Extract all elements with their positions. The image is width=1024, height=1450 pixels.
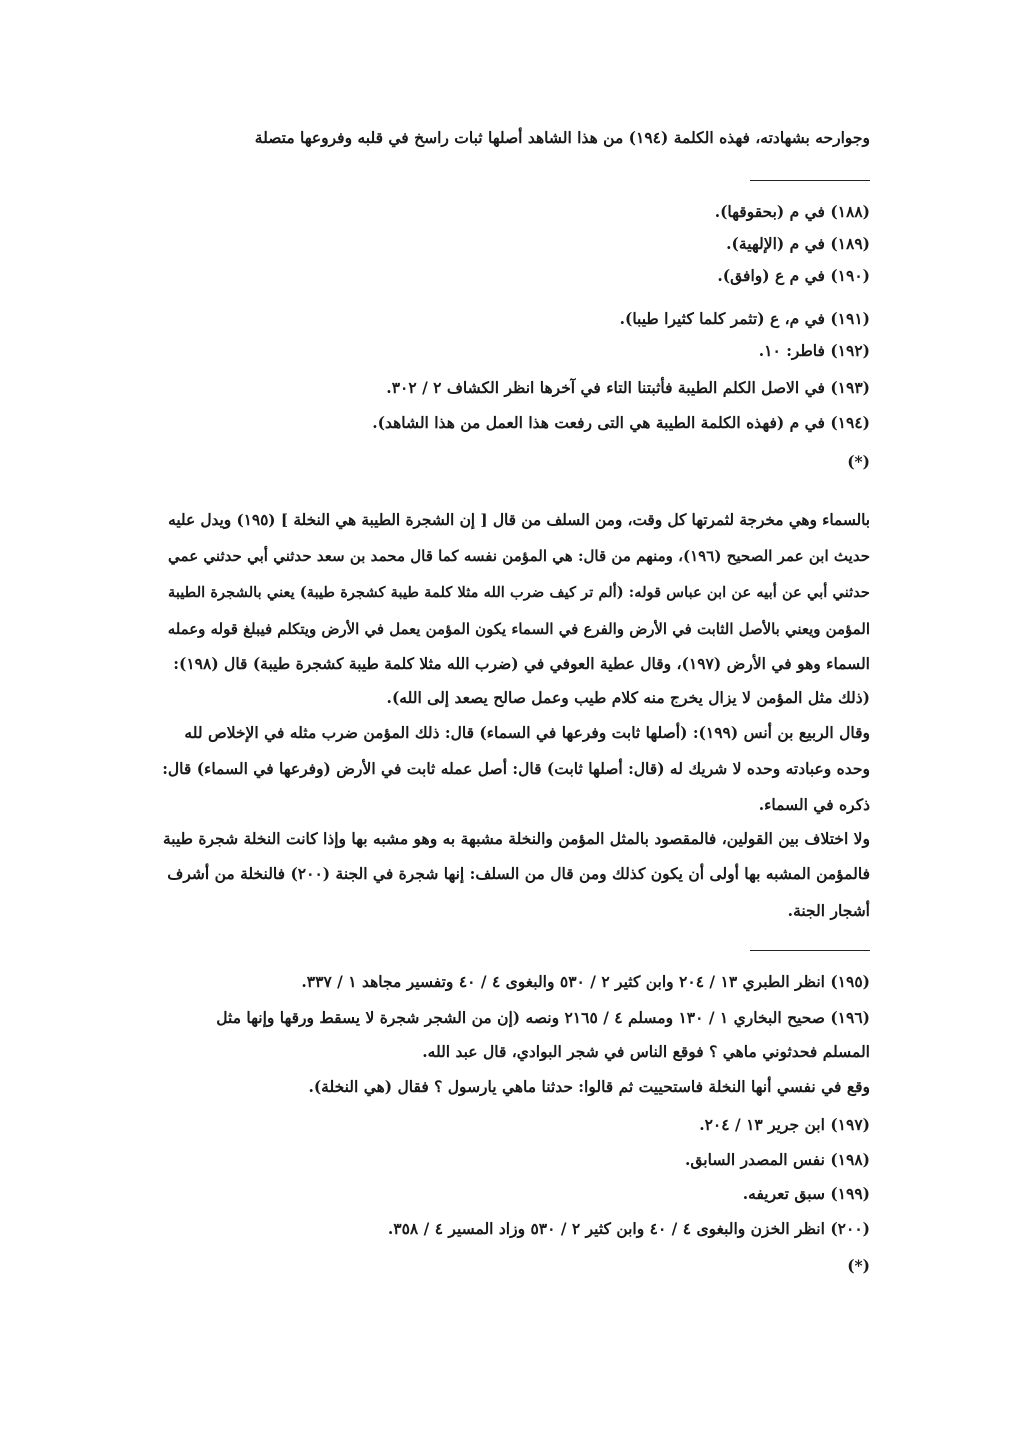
body-line: بالسماء وهي مخرجة لثمرتها كل وقت، ومن السلف من قال [ إن الشجرة الطيبة هي النخلة ] (١٩٥) ويدل عليه bbox=[168, 511, 870, 529]
footnote-item: (١٩٠) في م ع (وافق). bbox=[717, 266, 870, 285]
footnote-item: (١٩٦) صحيح البخاري ١ / ١٣٠ ومسلم ٤ / ٢١٦٥ ونصه (إن من الشجر شجرة لا يسقط ورقها وإنها مثل bbox=[216, 1008, 870, 1027]
body-line: وحده وعبادته وحده لا شريك له (قال: أصلها ثابت) قال: أصل عمله ثابت في الأرض (وفرعها في السماء) قال: bbox=[162, 759, 870, 778]
footnote-item: (١٩٣) في الاصل الكلم الطيبة فأثبتنا التاء في آخرها انظر الكشاف ٢ / ٣٠٢. bbox=[386, 378, 870, 397]
footnote-item: (١٩٤) في م (فهذه الكلمة الطيبة هي التى رفعت هذا العمل من هذا الشاهد). bbox=[372, 413, 870, 432]
footnote-item: (١٩٥) انظر الطبري ١٣ / ٢٠٤ وابن كثير ٢ / ٥٣٠ والبغوى ٤ / ٤٠ وتفسير مجاهد ١ / ٣٣٧. bbox=[301, 972, 870, 991]
body-line: ذكره في السماء. bbox=[758, 795, 870, 814]
body-line: (ذلك مثل المؤمن لا يزال يخرج منه كلام طيب وعمل صالح يصعد إلى الله). bbox=[386, 688, 870, 707]
footnote-item: (١٩١) في م، ع (تثمر كلما كثيرا طيبا). bbox=[619, 309, 870, 328]
footnote-separator bbox=[750, 950, 870, 951]
footnote-item: (١٩٧) ابن جرير ١٣ / ٢٠٤. bbox=[699, 1115, 870, 1134]
footnote-item: (١٨٨) في م (بحقوقها). bbox=[714, 202, 870, 221]
footnote-separator bbox=[750, 180, 870, 181]
body-line: أشجار الجنة. bbox=[787, 901, 870, 920]
footnote-item: (١٨٩) في م (الإلهية). bbox=[726, 234, 870, 253]
footnote-item: (١٩٨) نفس المصدر السابق. bbox=[684, 1150, 870, 1169]
body-line: وقال الربيع بن أنس (١٩٩): (أصلها ثابت وفرعها في السماء) قال: ذلك المؤمن ضرب مثله في الإخلاص لله bbox=[184, 723, 870, 742]
footnote-item: (١٩٩) سبق تعريفه. bbox=[742, 1184, 870, 1203]
footnote-item: (١٩٢) فاطر: ١٠. bbox=[758, 341, 870, 360]
top-continuation-line: وجوارحه بشهادته، فهذه الكلمة (١٩٤) من هذا الشاهد أصلها ثبات راسخ في قلبه وفروعها متصلة bbox=[254, 128, 870, 147]
body-line: حدثني أبي عن أبيه عن ابن عباس قوله: (ألم تر كيف ضرب الله مثلا كلمة طيبة كشجرة طيبة) يعني بالشجرة الطيبة bbox=[167, 584, 870, 601]
body-line: ولا اختلاف بين القولين، فالمقصود بالمثل المؤمن والنخلة مشبهة به وهو مشبه بها وإذا كانت النخلة شجرة طيبة bbox=[163, 829, 870, 848]
footnote-item: (*) bbox=[847, 452, 870, 471]
body-line: فالمؤمن المشبه بها أولى أن يكون كذلك ومن قال من السلف: إنها شجرة في الجنة (٢٠٠) فالنخلة من أشرف bbox=[167, 864, 870, 883]
footnote-item: (*) bbox=[847, 1256, 870, 1275]
footnote-item: (٢٠٠) انظر الخزن والبغوى ٤ / ٤٠ وابن كثير ٢ / ٥٣٠ وزاد المسير ٤ / ٣٥٨. bbox=[387, 1219, 870, 1238]
body-line: المؤمن ويعني بالأصل الثابت في الأرض والفرع في السماء يكون المؤمن يعمل في الأرض ويتكلم فيبلغ قوله وعمله bbox=[167, 620, 870, 638]
body-line: حديث ابن عمر الصحيح (١٩٦)، ومنهم من قال: هي المؤمن نفسه كما قال محمد بن سعد حدثني أبي حدثني عمي bbox=[167, 547, 870, 565]
footnote-item: وقع في نفسي أنها النخلة فاستحييت ثم قالوا: حدثنا ماهي يارسول ؟ فقال (هي النخلة). bbox=[308, 1077, 870, 1096]
footnote-item: المسلم فحدثوني ماهي ؟ فوقع الناس في شجر البوادي، قال عبد الله. bbox=[422, 1042, 870, 1061]
body-line: السماء وهو في الأرض (١٩٧)، وقال عطية العوفي في (ضرب الله مثلا كلمة طيبة كشجرة طيبة) قال (١٩٨): bbox=[173, 654, 870, 673]
